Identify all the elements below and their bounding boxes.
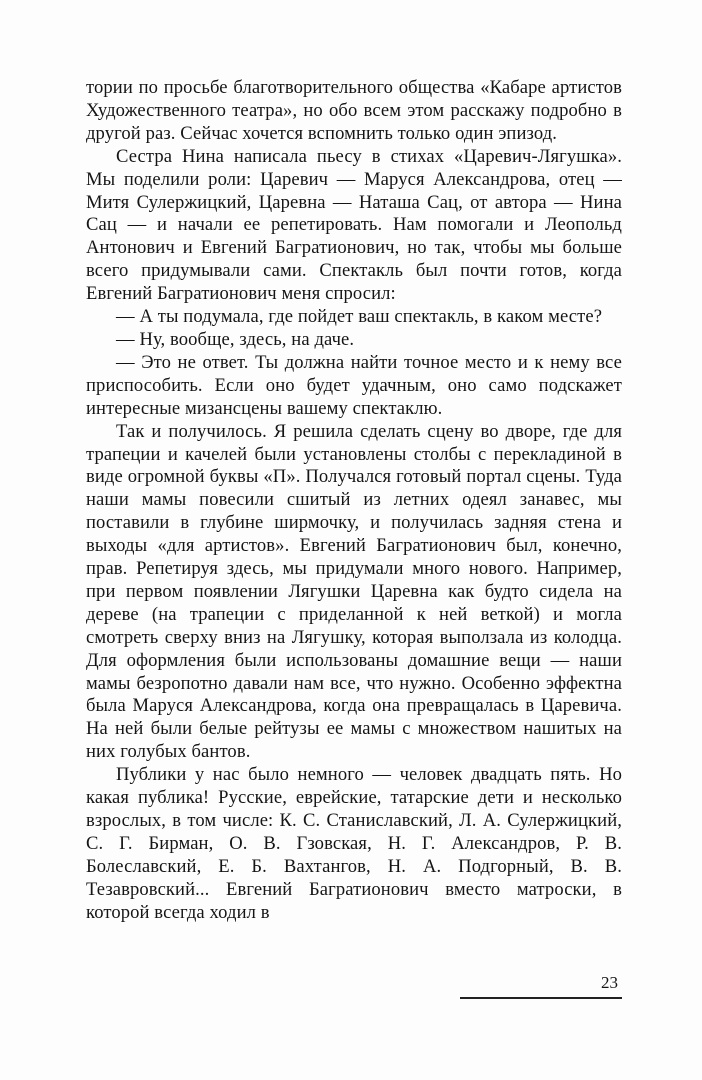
- page-number: 23: [601, 973, 618, 992]
- footer-rule: [460, 997, 622, 999]
- paragraph-1: тории по просьбе благотворительного общества «Кабаре артистов Художественного театра», но обо всем этом расскажу подробно в другой раз. Сейчас хочется вспомнить только один эпизод.: [86, 77, 622, 144]
- paragraph-2: Сестра Нина написала пьесу в стихах «Царевич-Лягушка». Мы поделили роли: Царевич — Маруся Александрова, отец — Митя Сулержицкий, Царевна — Наташа Сац, от автора — Нина Сац — и начали ее репетировать. Нам помогали и Леопольд Антонович и Евгений Багратионович, но так, чтобы мы больше всего придумывали сами. Спектакль был почти готов, когда Евгений Багратионович меня спросил:: [86, 145, 622, 305]
- dialog-line-1: — А ты подумала, где пойдет ваш спектакль, в каком месте?: [116, 306, 603, 328]
- paragraph-4: Публики у нас было немного — человек двадцать пять. Но какая публика! Русские, еврейские, татарские дети и несколько взрослых, в том числе: К. С. Станиславский, Л. А. Сулержицкий, С. Г. Бирман, О. В. Гзовская, Н. Г. Александров, Р. В. Болеславский, Е. Б. Вахтангов, Н. А. Подгорный, В. В. Тезавровский... Евгений Багратионович вместо матроски, в которой всегда ходил в: [86, 764, 622, 923]
- dialog-line-2: — Ну, вообще, здесь, на даче.: [116, 328, 355, 350]
- dialog-line-3: — Это не ответ. Ты должна найти точное место и к нему все приспособить. Если оно будет удачным, оно само подскажет интересные мизансцены вашему спектаклю.: [86, 351, 622, 419]
- body-text: [86, 77, 622, 925]
- paragraph-3: Так и получилось. Я решила сделать сцену во дворе, где для трапеции и качелей были установлены столбы с перекладиной в виде огромной буквы «П». Получался готовый портал сцены. Туда наши мамы повесили сшитый из летних одеял занавес, мы поставили в глубине ширмочку, и получилась задняя стена и выходы «для артистов». Евгений Багратионович был, конечно, прав. Репетируя здесь, мы придумали много нового. Например, при первом появлении Лягушки Царевна как будто сидела на дереве (на трапеции с приделанной к ней веткой) и могла смотреть сверху вниз на Лягушку, которая выползала из колодца. Для оформления были использованы домашние вещи — наши мамы безропотно давали нам все, что нужно. Особенно эффектна была Маруся Александрова, когда она превращалась в Царевича. На ней были белые рейтузы ее мамы с множеством нашитых на них голубых бантов.: [86, 420, 622, 763]
